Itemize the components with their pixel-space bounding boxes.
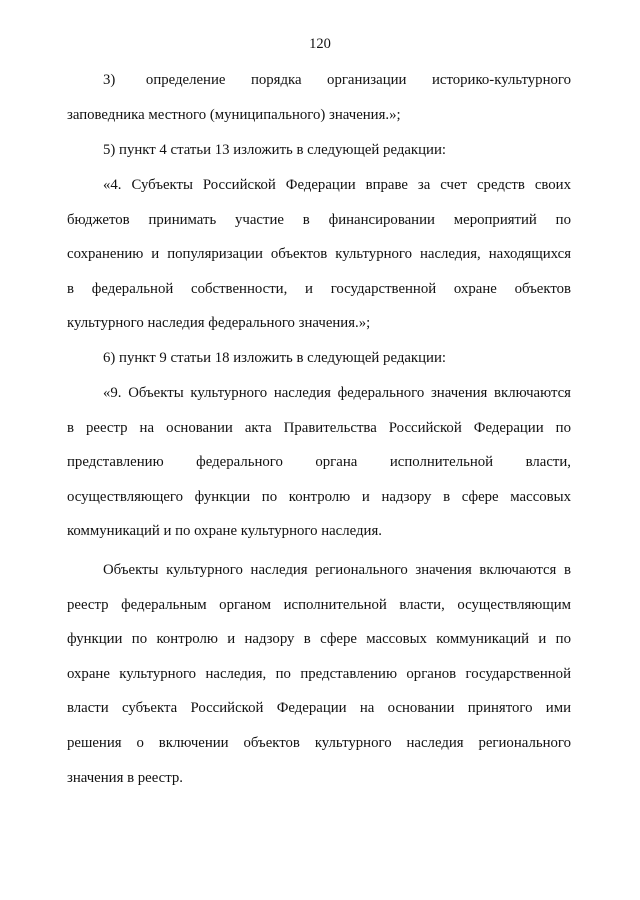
text-line: 5) пункт 4 статьи 13 изложить в следующей редакции: [103,142,446,158]
paragraph-item-5 [67,133,571,168]
text-line: власти субъекта Российской Федерации на основании принятого ими [67,700,571,717]
text-line: сохранению и популяризации объектов культурного наследия, находящихся [67,246,571,263]
paragraph-regional-objects [67,553,571,795]
paragraph-item-3 [67,63,571,132]
text-line: бюджетов принимать участие в финансировании мероприятий по [67,211,571,228]
paragraph-point-9 [67,376,571,549]
text-line: значения в реестр. [67,769,183,786]
paragraph-item-6 [67,341,571,376]
text-line: «9. Объекты культурного наследия федерального значения включаются [103,385,571,401]
text-line: в реестр на основании акта Правительства Российской Федерации по [67,419,571,436]
text-line: культурного наследия федерального значения.»; [67,315,371,332]
text-line: охране культурного наследия, по представлению органов государственной [67,665,571,682]
text-line: реестр федеральным органом исполнительной власти, осуществляющим [67,596,571,613]
text-line: решения о включении объектов культурного наследия регионального [67,734,571,751]
text-line: «4. Субъекты Российской Федерации вправе за счет средств своих [103,177,571,193]
text-line: функции по контролю и надзору в сфере массовых коммуникаций и по [67,631,571,648]
text-line: 6) пункт 9 статьи 18 изложить в следующей редакции: [103,350,446,366]
page-number: 120 [309,36,331,52]
text-line: коммуникаций и по охране культурного наследия. [67,523,382,540]
text-line: представлению федерального органа исполнительной власти, [67,454,571,471]
text-line: заповедника местного (муниципального) значения.»; [67,106,401,123]
text-line: в федеральной собственности, и государственной охране объектов [67,280,571,297]
text-line: осуществляющего функции по контролю и надзору в сфере массовых [67,488,571,505]
paragraph-point-4 [67,168,571,341]
text-line: Объекты культурного наследия регионального значения включаются в [103,562,571,578]
text-line: 3) определение порядка организации историко-культурного [103,72,571,88]
